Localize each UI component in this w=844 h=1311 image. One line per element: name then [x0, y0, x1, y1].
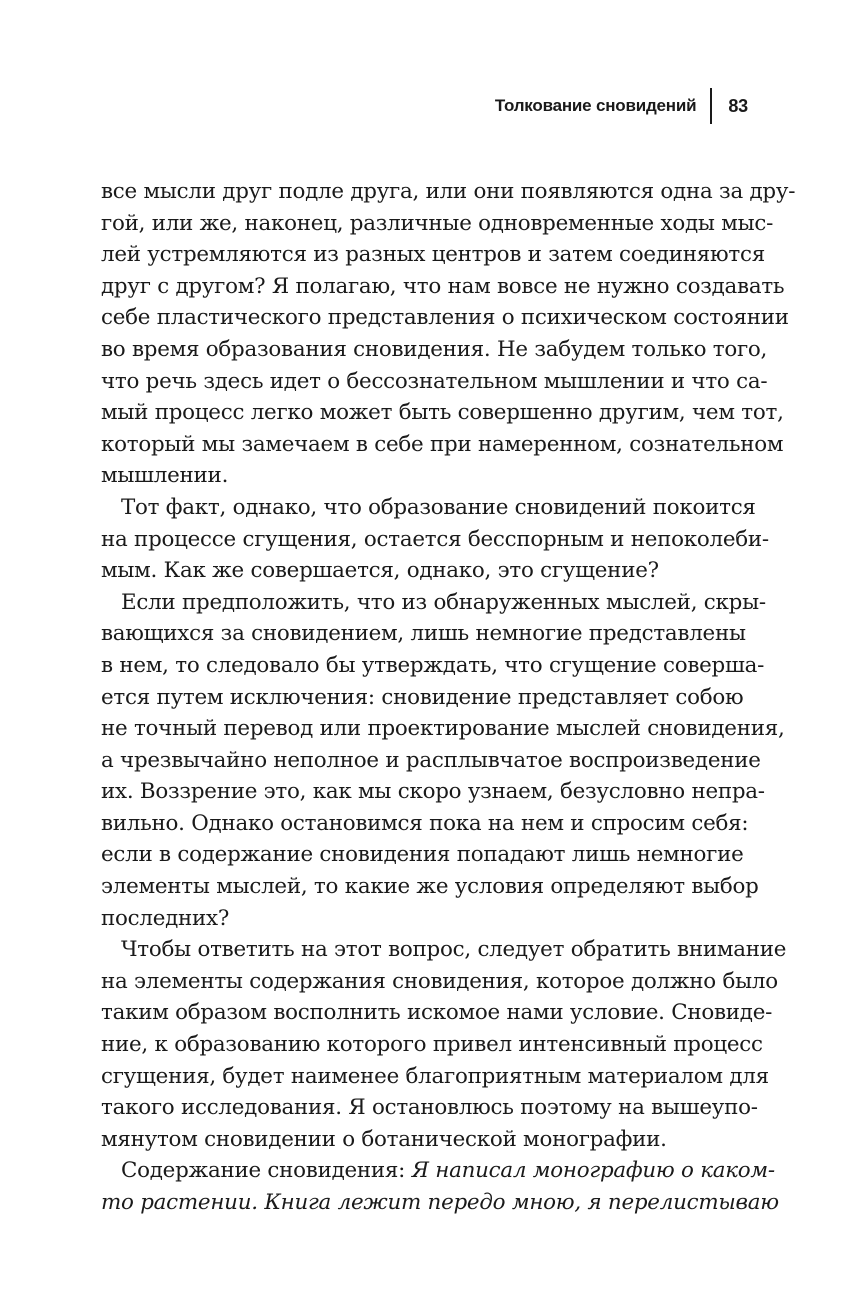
text-line: мышлении.	[101, 463, 229, 489]
text-line: вильно. Однако остановимся пока на нем и спросим себя:	[101, 810, 749, 836]
text-line: такого исследования. Я остановлюсь поэтому на вышеупо-	[101, 1095, 758, 1121]
text-line-italic: Я написал монографию о каком-	[411, 1158, 775, 1184]
page-number: 83	[728, 95, 748, 116]
text-line: ние, к образованию которого привел интенсивный процесс	[101, 1032, 763, 1058]
text-line: себе пластического представления о психическом состоянии	[101, 305, 789, 331]
text-line: не точный перевод или проектирование мыслей сновидения,	[101, 716, 785, 742]
text-line: мый процесс легко может быть совершенно другим, чем тот,	[101, 400, 784, 426]
text-line: все мысли друг подле друга, или они появляются одна за дру-	[101, 179, 796, 204]
text-line: гой, или же, наконец, различные одновременные ходы мыс-	[101, 210, 774, 236]
text-line: который мы замечаем в себе при намеренном, сознательном	[101, 431, 784, 457]
text-line: мым. Как же совершается, однако, это сгущение?	[101, 558, 659, 584]
text-line: последних?	[101, 905, 230, 931]
text-line: сгущения, будет наименее благоприятным материалом для	[101, 1063, 769, 1089]
text-line: друг с другом? Я полагаю, что нам вовсе не нужно создавать	[101, 273, 785, 299]
running-header	[495, 88, 748, 124]
text-line: а чрезвычайно неполное и расплывчатое воспроизведение	[101, 747, 761, 773]
text-line: во время образования сновидения. Не забудем только того,	[101, 336, 768, 362]
text-line: мянутом сновидении о ботанической монографии.	[101, 1126, 667, 1152]
text-line-roman: Содержание сновидения:	[121, 1158, 412, 1184]
text-line: их. Воззрение это, как мы скоро узнаем, безусловно непра-	[101, 779, 765, 805]
text-line	[101, 1187, 779, 1219]
text-line: в нем, то следовало бы утверждать, что сгущение соверша-	[101, 652, 765, 678]
text-line: на элементы содержания сновидения, которое должно было	[101, 968, 778, 994]
text-line: таким образом восполнить искомое нами условие. Сновиде-	[101, 1000, 773, 1026]
text-line: ется путем исключения: сновидение представляет собою	[101, 684, 744, 710]
text-line: Если предположить, что из обнаруженных мыслей, скры-	[121, 589, 766, 615]
text-line: что речь здесь идет о бессознательном мышлении и что са-	[101, 368, 768, 394]
text-line: вающихся за сновидением, лишь немногие представлены	[101, 621, 746, 647]
text-line-italic: то растении. Книга лежит передо мною, я перелистываю	[101, 1190, 779, 1215]
text-line: Тот факт, однако, что образование сновидений покоится	[121, 494, 756, 520]
text-line: если в содержание сновидения попадают лишь немногие	[101, 842, 744, 868]
text-line: Чтобы ответить на этот вопрос, следует обратить внимание	[121, 937, 787, 963]
text-line: на процессе сгущения, остается бесспорным и непоколеби-	[101, 526, 769, 552]
text-line: лей устремляются из разных центров и затем соединяются	[101, 242, 765, 268]
running-header-title: Толкование сновидений	[494, 96, 697, 115]
text-line: элементы мыслей, то какие же условия определяют выбор	[101, 874, 759, 900]
text-line	[101, 1155, 775, 1187]
body-text	[101, 176, 796, 1219]
